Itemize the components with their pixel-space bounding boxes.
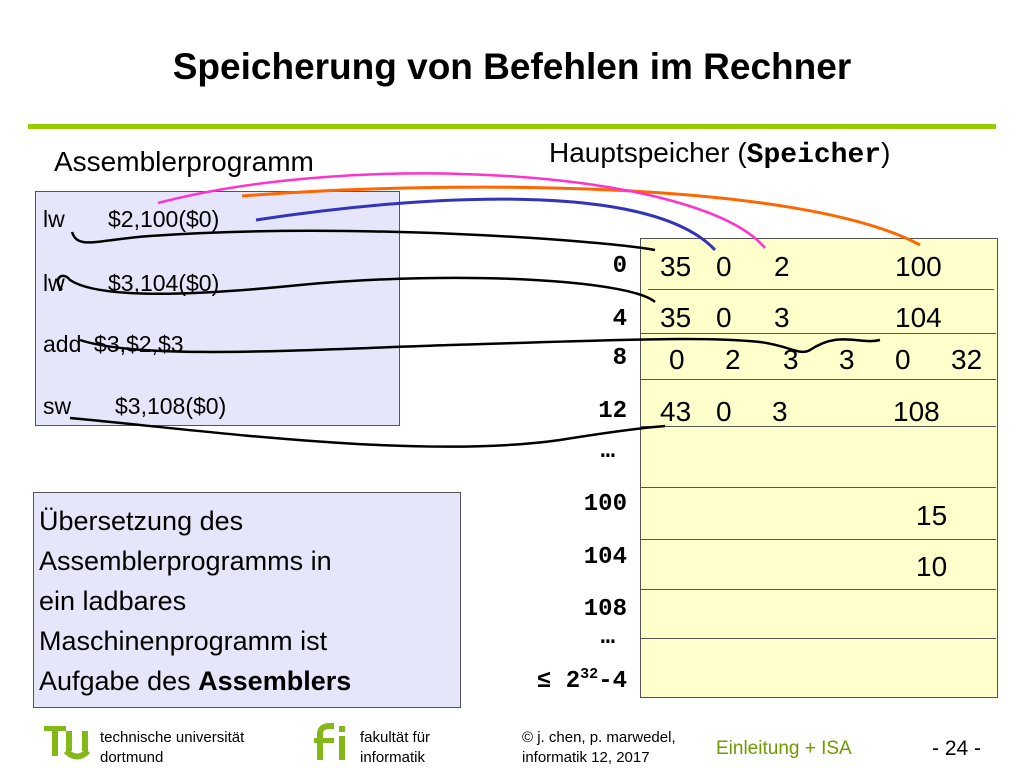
- explanation-line: ein ladbares: [39, 586, 187, 616]
- page-number: - 24 -: [932, 737, 982, 760]
- footer-fi-line2: informatik: [360, 749, 426, 766]
- memory-field: 0: [669, 344, 685, 375]
- asm-operands-4: $3,108($0): [115, 393, 227, 419]
- explanation-line: Maschinenprogramm ist: [39, 626, 328, 656]
- explanation-prefix: Aufgabe des: [39, 666, 199, 696]
- slide-title: Speicherung von Befehlen im Rechner: [172, 46, 852, 87]
- footer-tu-line2: dortmund: [100, 749, 164, 766]
- black-connector-4: [70, 418, 665, 447]
- explanation-bold: Assemblers: [198, 666, 352, 696]
- footer-fi-line1: fakultät für: [360, 729, 431, 746]
- memory-heading-text: Hauptspeicher (: [549, 137, 747, 168]
- tu-logo-icon: [44, 722, 94, 762]
- asm-mnemonic: lw: [43, 270, 65, 296]
- explanation-line-last: [39, 661, 460, 701]
- memory-field: 104: [895, 302, 942, 333]
- memory-field: 100: [895, 251, 942, 282]
- footer-section: Einleitung + ISA: [716, 738, 852, 759]
- black-connector-2: [58, 276, 655, 302]
- memory-field: 43: [660, 396, 692, 427]
- asm-mnemonic: sw: [43, 393, 72, 419]
- memory-field: 3: [772, 396, 788, 427]
- memory-field: 3: [839, 344, 855, 375]
- memory-field: 2: [774, 251, 790, 282]
- orange-connector: [242, 187, 920, 245]
- address-max-offset: -4: [598, 668, 627, 695]
- assembler-heading: Assemblerprogramm: [54, 146, 314, 177]
- asm-operands-2: $3,104($0): [108, 270, 220, 296]
- footer-copyright-line2: informatik 12, 2017: [522, 749, 650, 766]
- explanation-box: [33, 492, 461, 708]
- memory-value: 15: [916, 500, 948, 531]
- address-label: 104: [583, 544, 627, 571]
- address-max-base: ≤ 2: [536, 668, 581, 695]
- black-connector-3: [80, 339, 880, 352]
- address-ellipsis: …: [600, 624, 615, 651]
- black-connector-1: [72, 231, 655, 250]
- address-label: 100: [583, 491, 627, 518]
- footer-copyright: [522, 728, 676, 768]
- asm-mnemonic: add: [43, 331, 82, 357]
- address-label: 108: [583, 596, 627, 623]
- address-label: 0: [612, 253, 627, 280]
- asm-operands-3: $3,$2,$3: [94, 331, 184, 357]
- memory-value: 10: [916, 551, 948, 582]
- footer-copyright-line1: © j. chen, p. marwedel,: [522, 729, 676, 746]
- address-label: 8: [612, 345, 627, 372]
- address-ellipsis: …: [600, 438, 615, 465]
- memory-heading-close: ): [881, 137, 891, 168]
- address-label: 12: [598, 398, 627, 425]
- footer-fi: [360, 728, 430, 768]
- memory-field: 0: [716, 396, 732, 427]
- magenta-connector: [158, 173, 765, 248]
- memory-heading-code: Speicher: [746, 140, 882, 171]
- memory-field: 35: [660, 302, 692, 333]
- memory-field: 0: [716, 302, 732, 333]
- memory-field: 3: [774, 302, 790, 333]
- footer-tu-line1: technische universität: [100, 729, 245, 746]
- memory-field: 2: [725, 344, 741, 375]
- fi-logo-icon: [312, 722, 352, 762]
- address-label: 4: [612, 306, 627, 333]
- explanation-line: Assemblerprogramms in: [39, 546, 332, 576]
- asm-operands-1: $2,100($0): [108, 206, 220, 232]
- address-max-exponent: 32: [580, 666, 599, 683]
- memory-field: 0: [716, 251, 732, 282]
- explanation-line: Übersetzung des: [39, 506, 244, 536]
- asm-mnemonic: lw: [43, 206, 65, 232]
- memory-field: 108: [893, 396, 940, 427]
- memory-field: 3: [783, 344, 799, 375]
- memory-field: 0: [895, 344, 911, 375]
- memory-field: 35: [660, 251, 692, 282]
- memory-field: 32: [951, 344, 983, 375]
- footer-tu: [100, 728, 244, 768]
- blue-connector: [256, 199, 715, 250]
